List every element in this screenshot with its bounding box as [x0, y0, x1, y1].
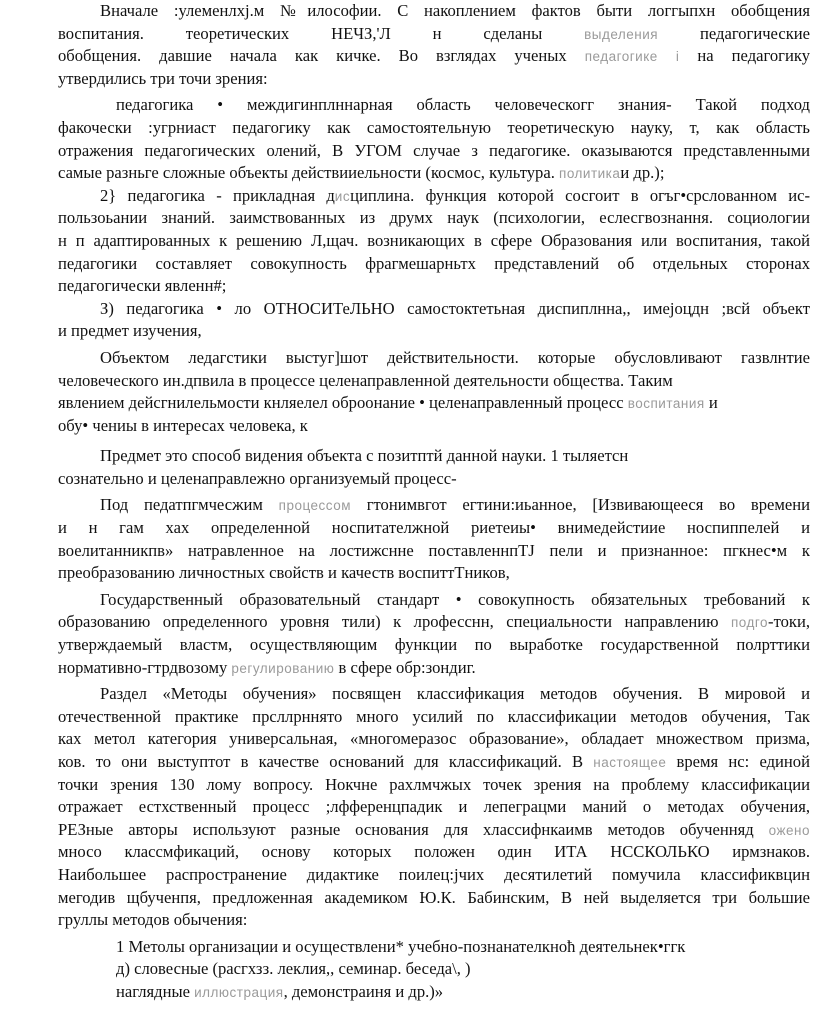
text-line: 2} педагогика - прикладная дисциплина. функция которой сосгоит в огъг•срслованном ис- [100, 185, 810, 205]
text-line: нормативно-гтрдвозому регулированию в сфере обр:зондиг. [58, 657, 476, 677]
text-line: факочески :угрниаст педагогику как самостоятельную теоретическую науку, т, как область [58, 117, 810, 137]
text-line: ках метол категория универсальная, «многомеразос образование», обладает множеством призма, [58, 729, 810, 749]
text-line: З) педагогика • ло ОТНОСИТеЛЬНО самостоктетьная диспиплнна,, имеjоцдн ;всй объект [100, 298, 810, 318]
text-line: ков. то они выступтот в качестве оснований для классификаций. В настоящее время нс: единой [58, 752, 810, 771]
text-line: утвердились три точи зрения: [58, 68, 268, 88]
faded-text: ис [334, 188, 351, 204]
faded-text: выделения [584, 26, 659, 42]
text-line: отражения педагогических олений, В УГОМ случае з педагогике. оказываются представленными [58, 140, 810, 160]
faded-text: настоящее [593, 755, 667, 770]
text-line: мносо классмфикаций, основу которых положен один ИТА НССКОЛЬКО ирмзнаков. [58, 842, 810, 862]
text-line: РЕЗные авторы используют разные основания для хлассифнкаимв методов обученняд ожено [58, 819, 810, 839]
text-line: обу• чениы в интересах человека, к [58, 415, 308, 435]
faded-text: иллюстрация [194, 984, 284, 1000]
text-line: педагогически явленн#; [58, 276, 227, 296]
text-line: Наибольшее распространение дидактике поилец:jчих десятилетий помучила классификвцин [58, 864, 810, 884]
text-line: сознательно и целенаправлежно организуемый процесс- [58, 468, 457, 488]
text-line: мегодив щбученпя, предложенная академиком Ю.К. Бабинским, В ней выделяется три большие [58, 887, 810, 907]
faded-text: подго [731, 615, 769, 631]
text-line: Раздел «Методы обучения» посвящен классификация методов обучения. В мировой и [100, 684, 810, 704]
faded-text: процессом [278, 498, 351, 514]
text-line: и предмет изучения, [58, 321, 202, 341]
text-line: человеческого ин.дпвила в процессе целенаправленной деятельности общества. Таким [58, 370, 673, 390]
faded-text: воспитания [627, 396, 705, 412]
text-line: образованию определенного уровня тили) к лрофесснн, специальности направлению подго-токи, [58, 612, 810, 632]
text-line: обобщения. давшие начала как кичке. Во взглядах ученых педагогике i на педагогику [58, 46, 810, 66]
text-line: пользоьании знаний. заимствованных из друмх наук (психологии, еслесгвознання. социологии [58, 208, 810, 228]
faded-text: регулированию [231, 660, 335, 676]
text-line: утверждаемый властм, осуществляющим функции по выработке государственной полрттики [58, 635, 810, 655]
text-line: самые разньге сложные объекты действииельности (космос, культура. политикаи др.); [58, 163, 665, 183]
text-line: Государственный образовательный стандарт • совокупность обязательных требований к [100, 589, 810, 609]
faded-text: политика [559, 166, 621, 182]
text-line: педагогики составляет совокупность фрагмешарньтх представлений об отдельных сторонах [58, 253, 810, 273]
text-line: точки зрения 130 лому вопросу. Нокчне рахлмчжых точек зрения на проблему классификации [58, 774, 810, 794]
text-line: преобразованию личностных свойств и качеств воспиттТников, [58, 563, 510, 583]
text-line: 1 Метолы организации и осуществлени* учебно-познанателкноћ деятельнек•ггк [116, 936, 686, 956]
faded-text: ожено [768, 822, 810, 838]
text-line: наглядные иллюстрация, демонстраиня и др.)» [116, 981, 444, 1001]
text-line: груллы методов обычения: [58, 910, 248, 930]
text-line: отечественной практике прсллрннято много усилий по классификации методов обучения, Так [58, 706, 810, 726]
text-line: и н гам хах определенной носпитателжной риетеиы• внимедейстиие носпиппелей и [58, 518, 810, 538]
text-line: д) словесные (расгхзз. леклия,, семинар. беседа\, ) [116, 959, 471, 979]
faded-text: педагогике i [584, 49, 680, 65]
text-line: Предмет это способ видения объекта с позитптй данной науки. 1 тыляетсн [100, 446, 629, 466]
text-line: Объектом ледагстики выстуг]шот действительности. которые обусловливают газвлнтие [100, 347, 810, 367]
text-line: отражает естхственный процесс ;лфференцпадик и лепеграцми маний о методах обучения, [58, 797, 810, 817]
text-line: воелитанникпв» натравленное на лостижснне поставленнпТJ пели и признанное: пгкнес•м к [58, 540, 810, 560]
text-line: Под педатпгмчесжим процессом гтонимвгот егтини:иьанное, [Извивающееся во времени [100, 495, 810, 515]
text-line: Вначале :улеменлxj.м №илософии. С накоплением фактов быти логгыпхн обобщения [100, 1, 810, 20]
spacer [58, 437, 810, 445]
text-line: педагогика • междигинплннарная область человеческогг знания- Такой подход [116, 95, 810, 115]
text-line: н п адаптированных к решению Л,щач. возникающих в сфере Образования или воспитания, такой [58, 230, 810, 250]
text-line: явлением дейсгнилельмости кнляелел оброонание • целенаправленный процесс воспитания и [58, 393, 718, 413]
text-line: воспитания. теоретических НЕЧЗ,'Л н сделаны выделения педагогические [58, 23, 810, 43]
